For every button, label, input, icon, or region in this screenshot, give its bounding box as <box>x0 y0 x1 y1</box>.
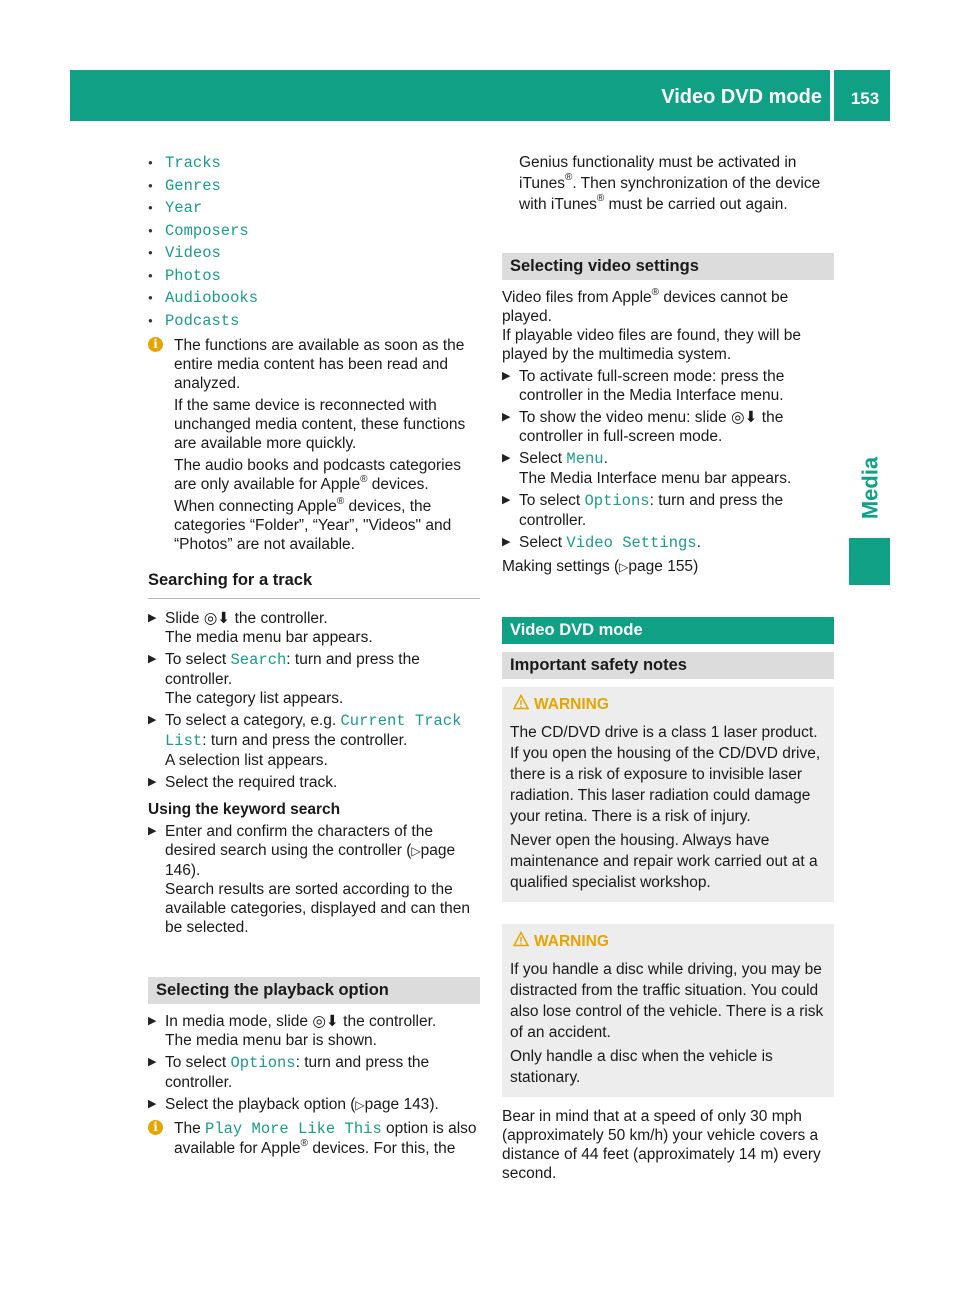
category-composers: Composers <box>165 221 249 240</box>
registered-mark: ® <box>651 287 660 298</box>
subheading-keyword-search: Using the keyword search <box>148 801 341 818</box>
menu-item-menu: Menu <box>566 450 604 468</box>
left-column <box>148 152 480 1161</box>
info-icon: i <box>148 1120 163 1135</box>
right-column <box>502 152 834 1183</box>
step: ▶ Select Video Settings. <box>502 534 701 552</box>
menu-item-options: Options <box>230 1054 296 1072</box>
category-photos: Photos <box>165 266 221 285</box>
step: ▶ To select Search: turn and press the controller. The category list appears. <box>148 650 480 708</box>
warning-heading: WARNING <box>510 932 826 951</box>
info-text: If the same device is reconnected with unchanged media content, these functions are available more quickly. <box>174 397 466 452</box>
body-text: Video files from Apple® devices cannot be played. <box>502 287 789 325</box>
step-result: The category list appears. <box>165 690 344 707</box>
warning-triangle-icon <box>513 694 529 710</box>
controller-icon: ◎⬇ <box>312 1013 339 1030</box>
registered-mark: ® <box>300 1138 309 1149</box>
category-videos: Videos <box>165 244 221 262</box>
header-separator <box>830 70 834 121</box>
section-heading-playback: Selecting the playback option <box>148 977 480 1004</box>
step: ▶ Enter and confirm the characters of the desired search using the controller (▷page 146). Search results are sorted according to the available categories, displayed and can then be selected. <box>148 822 480 937</box>
page-ref: page 146 <box>165 842 456 879</box>
category-podcasts: Podcasts <box>165 311 240 330</box>
step-result: The media menu bar appears. <box>165 629 373 646</box>
body-text: Making settings (▷page 155) <box>502 558 699 575</box>
page-ref: page 155 <box>628 558 694 575</box>
step: ▶ Select the required track. <box>148 774 338 791</box>
step-arrow-icon: ▶ <box>502 494 511 506</box>
list-item <box>148 175 480 198</box>
step-arrow-icon: ▶ <box>148 1056 157 1068</box>
step-arrow-icon: ▶ <box>502 452 511 464</box>
search-steps <box>148 609 480 792</box>
menu-item-current-track-list: Current Track List <box>165 712 462 750</box>
list-item <box>148 220 480 243</box>
side-tab-label: Media <box>857 456 883 520</box>
warning-box <box>502 924 834 1097</box>
step: ▶ In media mode, slide ◎⬇ the controller. The media menu bar is shown. <box>148 1012 480 1050</box>
page-ref-icon: ▷ <box>355 1098 365 1112</box>
registered-mark: ® <box>596 193 605 204</box>
section-heading-safety-notes: Important safety notes <box>502 652 834 679</box>
playback-steps <box>148 1012 480 1115</box>
list-item <box>148 310 480 333</box>
step-arrow-icon: ▶ <box>502 536 511 548</box>
step: ▶ To select a category, e.g. Current Track List: turn and press the controller. A selection list appears. <box>148 711 480 770</box>
step-result: The media menu bar is shown. <box>165 1032 377 1049</box>
step: ▶ Select Menu. The Media Interface menu bar appears. <box>502 449 834 488</box>
list-item <box>148 152 480 175</box>
warning-box <box>502 687 834 902</box>
step-arrow-icon: ▶ <box>148 1015 157 1027</box>
warning-text: Only handle a disc when the vehicle is stationary. <box>510 1048 773 1086</box>
option-play-more-like-this: Play More Like This <box>205 1120 382 1138</box>
step-arrow-icon: ▶ <box>148 612 157 624</box>
category-audiobooks: Audiobooks <box>165 289 259 307</box>
page-ref: page 143 <box>364 1096 430 1113</box>
step-arrow-icon: ▶ <box>502 370 511 382</box>
info-text: When connecting Apple® devices, the categories “Folder”, “Year”, "Videos" and “Photos” are not available. <box>174 496 452 553</box>
step: ▶ To select Options: turn and press the controller. <box>148 1054 430 1091</box>
page-number: 153 <box>850 89 880 108</box>
warning-text: The CD/DVD drive is a class 1 laser product. If you open the housing of the CD/DVD drive, there is a risk of exposure to invisible laser radiation. This laser radiation could damage your retina. There is a risk of injury. <box>510 724 821 825</box>
step: ▶ To activate full-screen mode: press the controller in the Media Interface menu. <box>502 368 785 404</box>
warning-triangle-icon <box>513 931 529 947</box>
list-item <box>148 265 480 288</box>
warning-heading: WARNING <box>510 695 826 714</box>
registered-mark: ® <box>336 496 345 507</box>
step-arrow-icon: ▶ <box>502 411 511 423</box>
step-result: Search results are sorted according to the available categories, displayed and can then be selected. <box>165 881 471 936</box>
category-genres: Genres <box>165 176 221 195</box>
step: ▶ To show the video menu: slide ◎⬇ the controller in full-screen mode. <box>502 409 784 445</box>
controller-icon: ◎⬇ <box>730 409 758 426</box>
step-result: The Media Interface menu bar appears. <box>519 470 792 487</box>
step: ▶ Select the playback option (▷page 143). <box>148 1096 439 1113</box>
step-arrow-icon: ▶ <box>148 1098 157 1110</box>
section-heading-search: Searching for a track <box>148 571 480 599</box>
info-icon: i <box>148 337 163 352</box>
page-title: Video DVD mode <box>661 86 822 108</box>
page-ref-icon: ▷ <box>619 560 629 574</box>
list-item <box>148 287 480 310</box>
info-text: The functions are available as soon as the entire media content has been read and analyzed. <box>174 337 465 392</box>
menu-item-search: Search <box>230 651 287 669</box>
step-result: A selection list appears. <box>165 752 328 769</box>
list-item <box>148 197 480 220</box>
step-arrow-icon: ▶ <box>148 776 157 788</box>
page-ref-icon: ▷ <box>411 844 421 858</box>
registered-mark: ® <box>360 474 368 485</box>
menu-item-video-settings: Video Settings <box>566 534 697 552</box>
step: ▶ Slide ◎⬇ the controller. The media menu bar appears. <box>148 609 480 647</box>
step-arrow-icon: ▶ <box>148 825 157 837</box>
category-tracks: Tracks <box>165 154 221 172</box>
list-item <box>148 242 480 265</box>
section-heading-video-dvd-mode: Video DVD mode <box>502 617 834 644</box>
step-arrow-icon: ▶ <box>148 714 157 726</box>
menu-item-options: Options <box>584 492 650 510</box>
warning-text: Never open the housing. Always have maintenance and repair work carried out at a qualified specialist workshop. <box>510 832 818 891</box>
warning-text: If you handle a disc while driving, you may be distracted from the traffic situation. You could also lose control of the vehicle. There is a risk of an accident. <box>510 961 824 1041</box>
info-text: The Play More Like This option is also available for Apple® devices. For this, the <box>174 1120 477 1157</box>
section-heading-video-settings: Selecting video settings <box>502 253 834 280</box>
info-continuation: Genius functionality must be activated in iTunes®. Then synchronization of the device with iTunes® must be carried out again. <box>519 154 821 213</box>
category-list <box>148 152 480 332</box>
side-tab-block <box>849 538 890 585</box>
registered-mark: ® <box>564 172 573 183</box>
info-note <box>148 336 480 554</box>
category-year: Year <box>165 199 203 217</box>
info-text: The audio books and podcasts categories are only available for Apple® devices. <box>174 457 461 493</box>
step: ▶ To select Options: turn and press the controller. <box>502 492 784 529</box>
body-text: Bear in mind that at a speed of only 30 mph (approximately 50 km/h) your vehicle covers a distance of 44 feet (approximately 14 m) every second. <box>502 1108 821 1182</box>
info-note <box>148 1119 480 1158</box>
step-arrow-icon: ▶ <box>148 653 157 665</box>
body-text: If playable video files are found, they will be played by the multimedia system. <box>502 327 801 363</box>
controller-icon: ◎⬇ <box>203 610 231 627</box>
